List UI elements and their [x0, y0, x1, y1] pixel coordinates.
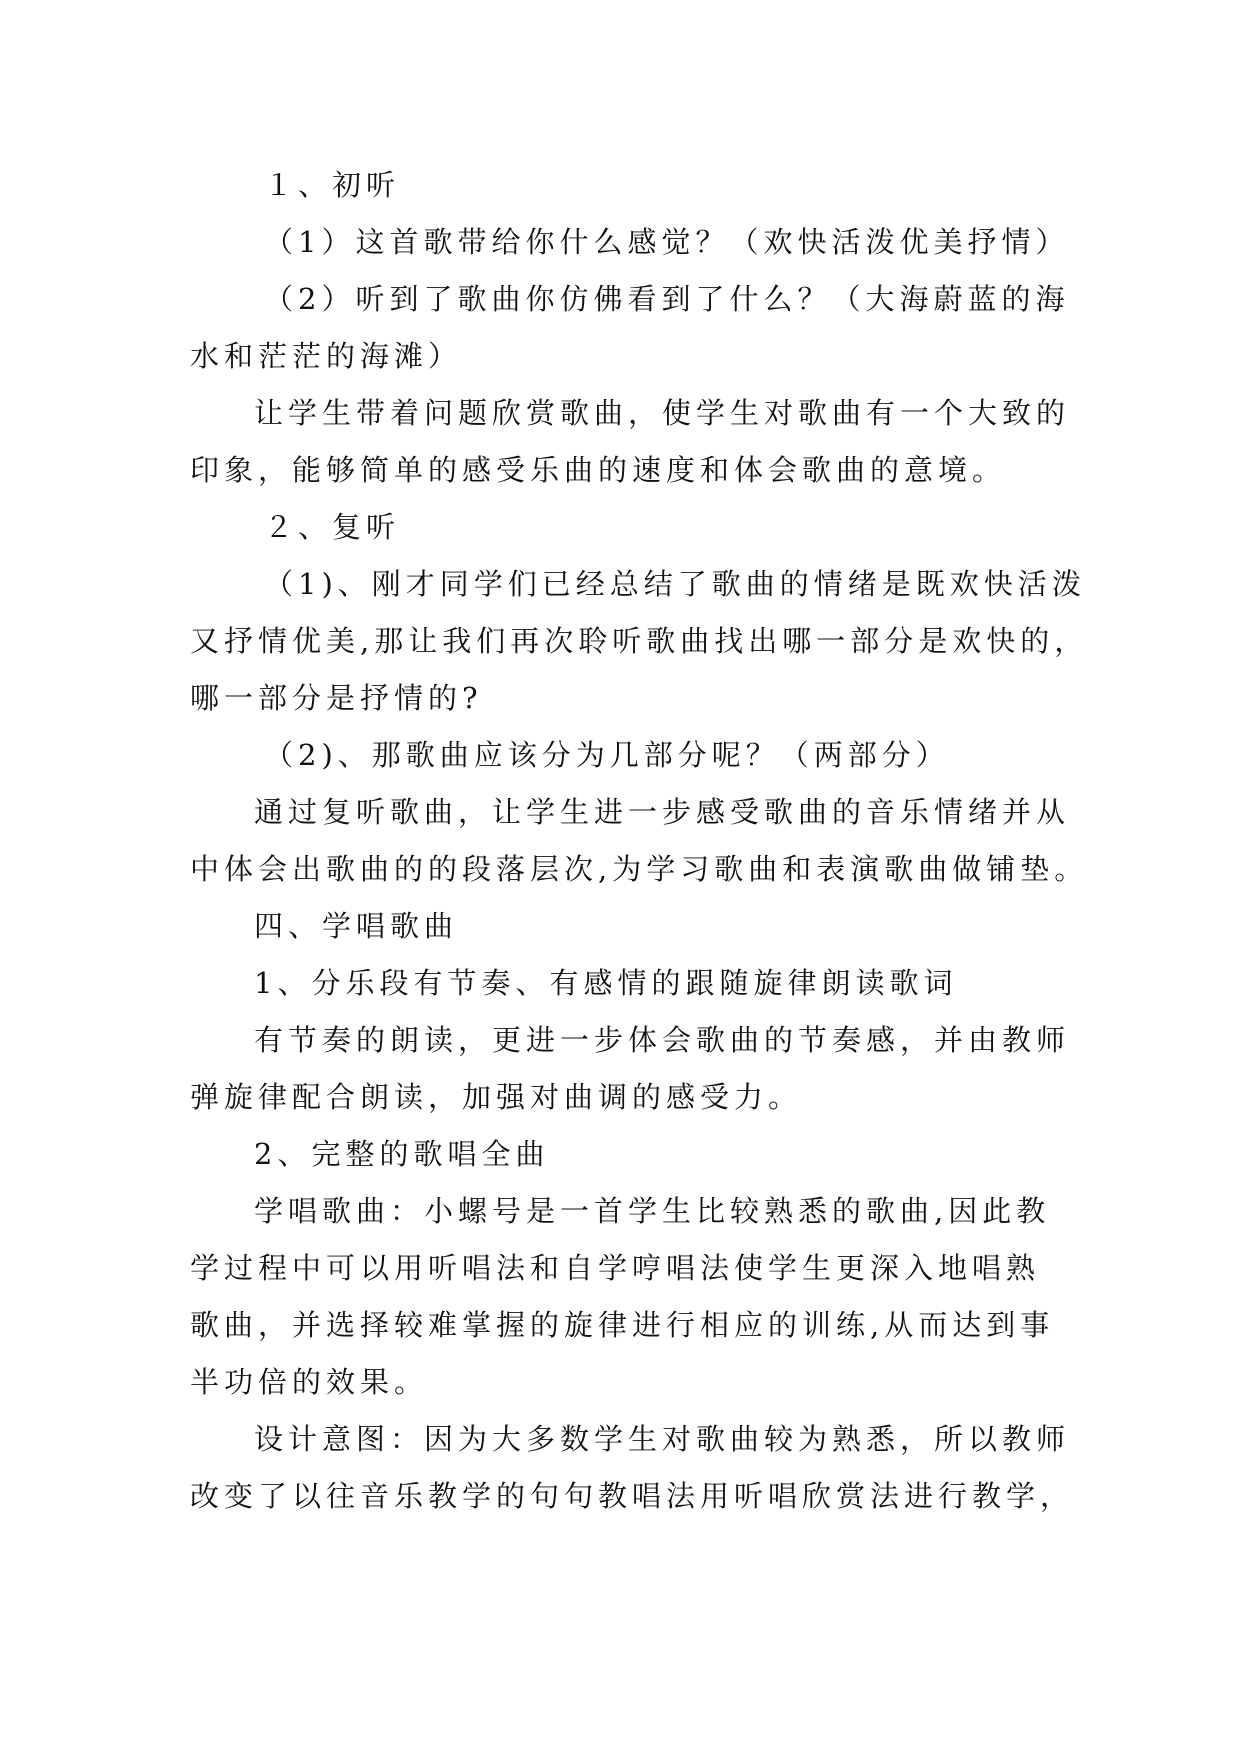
heading-repeat-listen: ２、复听	[264, 510, 401, 544]
step-heading: 1、分乐段有节奏、有感情的跟随旋律朗读歌词	[254, 966, 958, 1000]
paragraph-line: （2)、那歌曲应该分为几部分呢？（两部分）	[264, 738, 950, 772]
paragraph-line: 改变了以往音乐教学的句句教唱法用听唱欣赏法进行教学，	[190, 1479, 1075, 1513]
paragraph-line: 设计意图：因为大多数学生对歌曲较为熟悉，所以教师	[254, 1422, 1071, 1456]
paragraph-line: 半功倍的效果。	[190, 1365, 429, 1399]
paragraph-line: 中体会出歌曲的的段落层次,为学习歌曲和表演歌曲做铺垫。	[190, 852, 1089, 886]
paragraph-line: 又抒情优美,那让我们再次聆听歌曲找出哪一部分是欢快的，	[190, 624, 1089, 658]
paragraph-line: 弹旋律配合朗读，加强对曲调的感受力。	[190, 1080, 803, 1114]
heading-first-listen: １、初听	[264, 168, 401, 202]
question-2: （2）听到了歌曲你仿佛看到了什么？（大海蔚蓝的海	[264, 282, 1070, 316]
section-heading-learn-song: 四、学唱歌曲	[254, 909, 459, 943]
paragraph-line: 学过程中可以用听唱法和自学哼唱法使学生更深入地唱熟	[190, 1251, 1041, 1285]
paragraph-line: 通过复听歌曲，让学生进一步感受歌曲的音乐情绪并从	[254, 795, 1071, 829]
question-2-continued: 水和茫茫的海滩）	[190, 339, 463, 373]
paragraph-line: 有节奏的朗读，更进一步体会歌曲的节奏感，并由教师	[254, 1023, 1071, 1057]
step-heading: 2、完整的歌唱全曲	[254, 1137, 550, 1171]
paragraph-line: 歌曲，并选择较难掌握的旋律进行相应的训练,从而达到事	[190, 1308, 1055, 1342]
question-1: （1）这首歌带给你什么感觉？（欢快活泼优美抒情）	[264, 225, 1070, 259]
paragraph-line: 印象，能够简单的感受乐曲的速度和体会歌曲的意境。	[190, 453, 1007, 487]
paragraph-line: 让学生带着问题欣赏歌曲，使学生对歌曲有一个大致的	[254, 396, 1071, 430]
paragraph-line: 学唱歌曲：小螺号是一首学生比较熟悉的歌曲,因此教	[254, 1194, 1051, 1228]
paragraph-line: 哪一部分是抒情的?	[190, 681, 483, 715]
paragraph-line: （1)、刚才同学们已经总结了歌曲的情绪是既欢快活泼	[264, 567, 1086, 601]
